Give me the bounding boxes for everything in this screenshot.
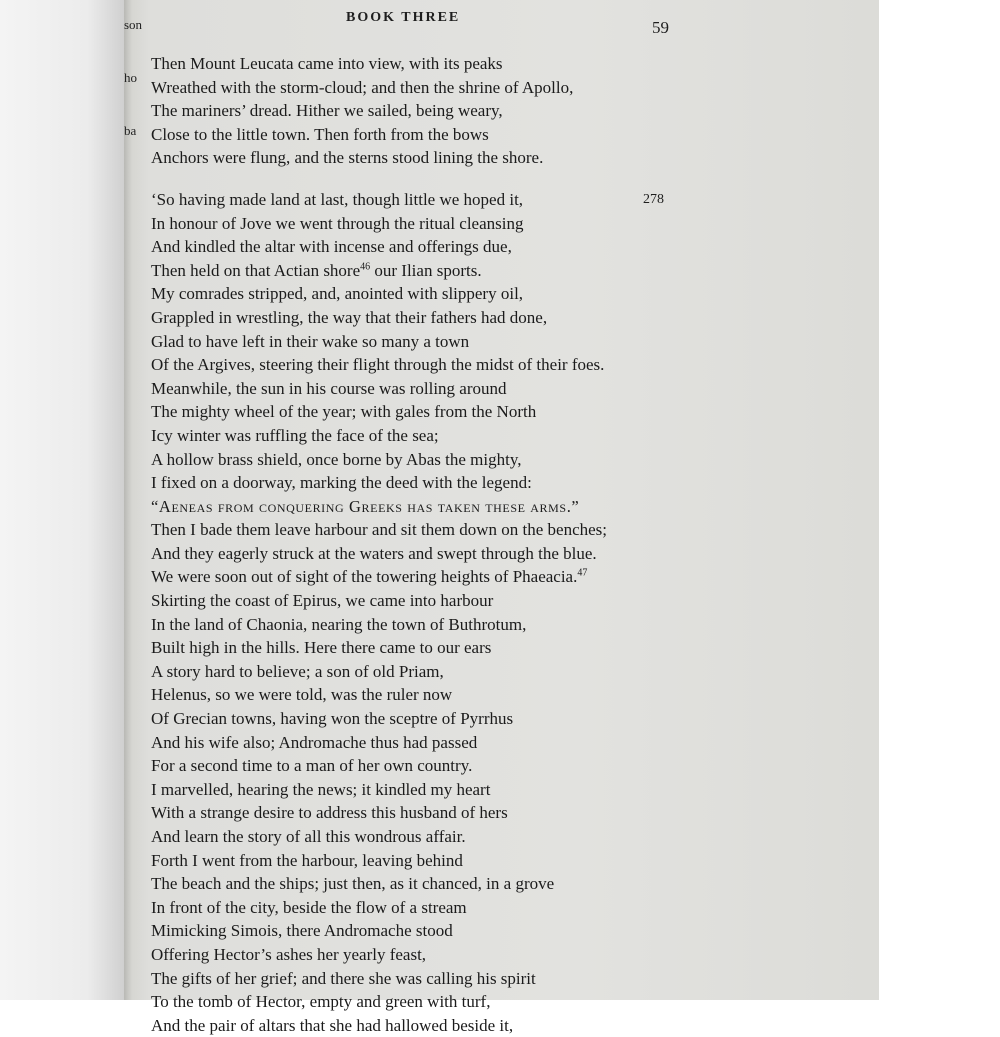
line-text: Then held on that Actian shore (151, 260, 361, 280)
line-text: Icy winter was ruffling the face of the sea; (151, 425, 439, 445)
footnote-marker[interactable]: 46 (360, 261, 371, 273)
verse-line (151, 636, 711, 660)
verse-line (151, 353, 711, 377)
line-text: Skirting the coast of Epirus, we came into harbour (151, 591, 494, 611)
line-text: For a second time to a man of her own country. (151, 756, 473, 776)
line-text: The mighty wheel of the year; with gales from the North (151, 402, 537, 422)
verse-line (151, 52, 711, 76)
verse-line (151, 660, 711, 684)
line-text: Grappled in wrestling, the way that their fathers had done, (151, 307, 548, 327)
verse-line (151, 448, 711, 472)
bleed-fragment: ho (124, 70, 137, 85)
line-text: The gifts of her grief; and there she was calling his spirit (151, 968, 536, 988)
line-text-continued: our Ilian sports. (370, 260, 482, 280)
verse-line (151, 146, 711, 170)
verse-line (151, 613, 711, 637)
page-number: 59 (652, 18, 669, 37)
verse-line (151, 707, 711, 731)
line-text: ‘So having made land at last, though little we hoped it, (151, 189, 524, 209)
verse-line (151, 943, 711, 967)
verse-line (151, 400, 711, 424)
stanza (151, 188, 711, 1037)
line-text: And learn the story of all this wondrous affair. (151, 827, 466, 846)
verse-line (151, 731, 711, 755)
stanza (151, 52, 711, 170)
verse-line (151, 471, 711, 495)
line-text: And the pair of altars that she had hallowed beside it, (151, 1015, 514, 1035)
verse-line (151, 282, 711, 306)
bleed-fragment: son (124, 17, 143, 32)
line-text: Mimicking Simois, there Andromache stood (151, 921, 453, 941)
line-text: We were soon out of sight of the towering heights of Phaeacia. (151, 567, 578, 587)
verse-line (151, 990, 711, 1014)
line-text: Wreathed with the storm-cloud; and then the shrine of Apollo, (151, 77, 574, 97)
verse-line (151, 919, 711, 943)
line-text: I fixed on a doorway, marking the deed with the legend: (151, 473, 532, 493)
verse-line (151, 1014, 711, 1037)
line-number: 278 (643, 191, 664, 207)
line-text: Forth I went from the harbour, leaving behind (151, 850, 463, 870)
line-text: In the land of Chaonia, nearing the town of Buthrotum, (151, 614, 527, 634)
line-text: Then I bade them leave harbour and sit them down on the benches; (151, 520, 608, 540)
verse-line (151, 967, 711, 991)
line-text: “Aeneas from conquering Greeks has taken these arms.” (151, 496, 580, 516)
verse-line (151, 99, 711, 123)
line-text: Of the Argives, steering their flight through the midst of their foes. (151, 355, 605, 375)
line-text: With a strange desire to address this husband of hers (151, 803, 508, 823)
line-text: And kindled the altar with incense and offerings due, (151, 237, 512, 257)
line-text: A hollow brass shield, once borne by Abas the mighty, (151, 449, 522, 469)
line-text: I marvelled, hearing the news; it kindled my heart (151, 779, 491, 799)
verse-line (151, 306, 711, 330)
line-text: Meanwhile, the sun in his course was rolling around (151, 378, 507, 398)
line-text: In front of the city, beside the flow of a stream (151, 897, 467, 917)
footnote-marker[interactable]: 47 (577, 567, 588, 579)
line-text: And they eagerly struck at the waters and swept through the blue. (151, 543, 597, 563)
line-text: Built high in the hills. Here there came to our ears (151, 638, 492, 658)
verse-line (151, 683, 711, 707)
verse-line (151, 377, 711, 401)
line-text: Close to the little town. Then forth from the bows (151, 124, 489, 144)
verse-line (151, 872, 711, 896)
verse-line (151, 565, 711, 589)
line-text: To the tomb of Hector, empty and green with turf, (151, 992, 491, 1012)
line-text: The beach and the ships; just then, as it chanced, in a grove (151, 874, 555, 894)
verse-line (151, 801, 711, 825)
verse-line (151, 495, 711, 519)
verse-line (151, 589, 711, 613)
facing-page-bleed (124, 17, 143, 177)
verse-line (151, 330, 711, 354)
verse-line (151, 849, 711, 873)
verse-line (151, 123, 711, 147)
verse-line (151, 235, 711, 259)
line-text: Anchors were flung, and the sterns stood lining the shore. (151, 148, 544, 168)
verse-line (151, 754, 711, 778)
verse-line (151, 212, 711, 236)
verse-line (151, 778, 711, 802)
line-text: Then Mount Leucata came into view, with its peaks (151, 54, 503, 73)
adjacent-page-edge (0, 0, 125, 1000)
verse-line (151, 76, 711, 100)
verse-line (151, 542, 711, 566)
line-text: The mariners’ dread. Hither we sailed, being weary, (151, 101, 503, 121)
running-head: BOOK THREE (346, 10, 461, 25)
show-through-text (792, 58, 877, 176)
line-text: Of Grecian towns, having won the sceptre of Pyrrhus (151, 709, 514, 729)
line-text: Glad to have left in their wake so many a town (151, 331, 470, 351)
line-text: A story hard to believe; a son of old Priam, (151, 661, 444, 681)
verse-line (151, 896, 711, 920)
verse-line (151, 825, 711, 849)
verse-line (151, 518, 711, 542)
line-text: And his wife also; Andromache thus had passed (151, 732, 478, 752)
line-text: Helenus, so we were told, was the ruler now (151, 685, 453, 705)
line-text: Offering Hector’s ashes her yearly feast, (151, 944, 427, 964)
line-text: In honour of Jove we went through the ritual cleansing (151, 213, 524, 233)
verse-text (151, 52, 711, 1037)
bleed-fragment: ba (124, 123, 137, 138)
verse-line (151, 188, 711, 212)
book-page (124, 0, 879, 1035)
verse-line (151, 424, 711, 448)
verse-line (151, 259, 711, 283)
line-text: My comrades stripped, and, anointed with slippery oil, (151, 284, 524, 304)
